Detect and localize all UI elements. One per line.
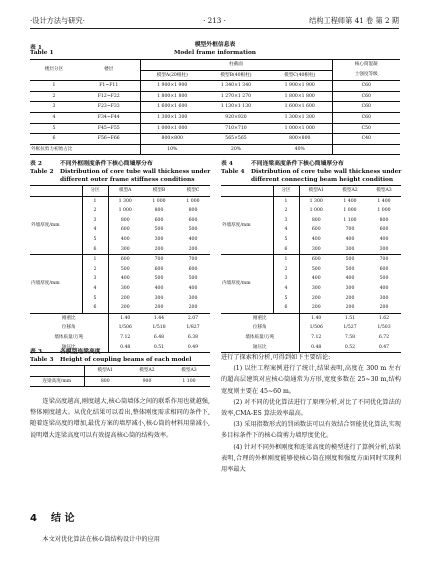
table-1-label: 表 1 <box>30 45 42 51</box>
table-3-label-en: Table 3 <box>30 357 54 363</box>
table-4-summary-row: 位移角 1/506 1/527 1/503 <box>221 323 401 333</box>
table-4-label: 表 4 <box>221 161 233 167</box>
section-title: 结 论 <box>50 513 75 524</box>
right-para-0: 进行了探索和分析,可得到如下主要结论: <box>221 354 331 361</box>
table-1-title: 模型外框信息表 <box>194 42 236 48</box>
table-4-label-en: Table 4 <box>221 169 245 175</box>
table-1-row: 5 F45~F55 1 000×1 000 710×710 1 000×1 000 C50 <box>30 123 400 134</box>
table-1-block <box>30 37 400 155</box>
table-2-outer-row: 3 800 600 600 <box>30 216 210 226</box>
table-4-inner-row: 4 300 300 400 <box>221 284 401 294</box>
table-4-inner-row: 内墙厚度/mm 1 600 500 700 <box>221 255 401 265</box>
table-2-inner-row: 5 200 300 300 <box>30 294 210 304</box>
table-2-inner-row: 2 500 600 600 <box>30 265 210 275</box>
table-4-outer-row: 3 800 1 100 800 <box>221 216 401 226</box>
inner-wall-label: 内墙厚度/mm <box>30 255 82 314</box>
table-4-title: 不同连梁高度条件下核心筒墙厚分布 <box>251 161 344 167</box>
table-4-outer-row: 5 400 400 400 <box>221 235 401 245</box>
table-3-label: 表 3 <box>30 349 42 355</box>
table-2-outer-row: 6 300 200 200 <box>30 245 210 255</box>
table-2-outer-row: 5 400 300 400 <box>30 235 210 245</box>
table-3-row: 连梁高度/mm 800 900 1 100 <box>30 376 210 387</box>
table-2-block <box>30 160 210 353</box>
right-para-2: (2) 对不同的优化算法进行了原理分析,对比了不同优化算法的效率,CMA-ES 算法效率最高。 <box>221 398 401 418</box>
table-1-label-en: Table 1 <box>30 50 54 56</box>
table-2 <box>30 185 210 353</box>
table-3-title-en: Height of coupling beams of each model <box>60 357 192 363</box>
table-4-outer-row: 6 300 300 300 <box>221 245 401 255</box>
table-4-summary-row: 轴压比 0.48 0.52 0.47 <box>221 343 401 353</box>
table-2-summary-row: 轴压比 0.48 0.51 0.49 <box>30 343 210 353</box>
table-2-inner-row: 4 300 400 400 <box>30 284 210 294</box>
table-1-row: 6 F56~F66 800×800 565×565 800×800 C40 <box>30 134 400 145</box>
table-4-header-row: 分区 模型A1 模型A2 模型A3 <box>221 186 401 197</box>
outer-wall-label: 外墙厚度/mm <box>30 196 82 255</box>
table-3-header-row: 模型A1 模型A2 模型A3 <box>30 366 210 377</box>
table-4-outer-row: 2 1 000 1 000 1 000 <box>221 206 401 216</box>
table-4-summary-row: 墙体质量/万吨 7.12 7.58 6.72 <box>221 333 401 343</box>
inner-wall-label: 内墙厚度/mm <box>221 255 273 314</box>
table-2-outer-row: 4 600 500 500 <box>30 225 210 235</box>
body-paragraph-left-2: 本文对优化算法在核心筒结构设计中的应用 <box>42 536 160 543</box>
table-2-header-row: 分区 模型A 模型B 模型C <box>30 186 210 197</box>
table-2-outer-row: 外墙厚度/mm 1 1 300 1 000 1 000 <box>30 196 210 206</box>
table-1: 楼层分区 楼层 柱截面 核心筒混凝 模型A(20根柱) 模型B(40根柱) 模型C(40根柱) 土强度等级 1 F1~F11 1 900×1 900 1 340×1 340 1 900×1 900 C60 2 F12~F22 1 800×1 800 1 270×1 270 1 800×1 800 C60 3 F23~F33 1 600×1 600 1 130×1 130 1 600×1 600 C60 4 F34~F44 1 300×1 300 920×920 1 300×1 300 C60 5 F45~F55 1 000×1 000 710×710 1 000×1 000 C50 6 F56~F66 800×800 565×565 800×800 C40 外框抗剪力初始占比 10% 20% 40% <box>30 59 400 155</box>
table-4-outer-row: 外墙厚度/mm 1 1 300 1 400 1 400 <box>221 196 401 206</box>
table-2-title-en-2: different outer frame stiffness conditions <box>60 177 195 183</box>
table-4-inner-row: 6 200 200 200 <box>221 303 401 313</box>
table-4-inner-row: 5 200 200 300 <box>221 294 401 304</box>
table-4-inner-row: 2 500 500 600 <box>221 265 401 275</box>
table-1-footer-row: 外框抗剪力初始占比 10% 20% 40% <box>30 144 400 155</box>
table-2-label-en: Table 2 <box>30 169 54 175</box>
table-4-title-en-2: different connecting beam height condition <box>251 177 394 183</box>
table-4 <box>221 185 401 353</box>
table-2-outer-row: 2 1 000 800 800 <box>30 206 210 216</box>
header-journal: 结构工程师第 41 卷 第 2 期 <box>309 16 399 25</box>
table-1-row: 1 F1~F11 1 900×1 900 1 340×1 340 1 900×1 900 C60 <box>30 81 400 92</box>
table-2-title-en-1: Distribution of core tube wall thickness under <box>60 169 211 175</box>
body-text-right <box>221 352 401 475</box>
table-4-outer-row: 4 600 700 600 <box>221 225 401 235</box>
table-1-row: 2 F12~F22 1 800×1 800 1 270×1 270 1 800×1 800 C60 <box>30 91 400 102</box>
right-para-3: (3) 采用指数形式的罚函数法可以有效结合智能优化算法,实现多目标条件下的核心筒剪力墙厚度优化。 <box>221 421 401 440</box>
table-1-row: 3 F23~F33 1 600×1 600 1 130×1 130 1 600×1 600 C60 <box>30 102 400 113</box>
table-2-inner-row: 6 200 200 200 <box>30 303 210 313</box>
table-4-summary-row: 刚重比 1.40 1.51 1.62 <box>221 313 401 323</box>
table-4-title-en-1: Distribution of core tube wall thickness under <box>251 169 402 175</box>
table-2-summary-row: 位移角 1/506 1/518 1/827 <box>30 323 210 333</box>
section-heading <box>30 512 74 526</box>
table-3-block <box>30 348 210 387</box>
table-1-header-row: 楼层分区 楼层 柱截面 核心筒混凝 <box>30 60 400 71</box>
right-para-4: (4) 针对不同外框刚度和连梁高度的模型进行了算例分析,结果表明,合理的外框刚度能够使核心筒在刚度和强度方面同时实现利用率最大 <box>221 443 401 474</box>
header-section: ·设计方法与研究· <box>30 16 85 25</box>
table-4-inner-row: 3 400 400 500 <box>221 274 401 284</box>
table-1-title-en: Model frame information <box>173 50 257 56</box>
table-2-inner-row: 内墙厚度/mm 1 600 700 700 <box>30 255 210 265</box>
table-2-inner-row: 3 400 500 500 <box>30 274 210 284</box>
right-para-1: (1) 以往工程案例进行了统计,结果表明,高度在 300 m 左右的超高层建筑对应核心筒通常为方形,宽度多数在 25~30 m,结构宽度则主要在 45~60 m。 <box>221 365 401 395</box>
table-3-title: 各模型连梁高度 <box>60 349 101 355</box>
table-4-block <box>221 160 401 353</box>
table-2-title: 不同外框刚度条件下核心筒墙厚分布 <box>60 161 153 167</box>
table-2-summary-row: 墙体质量/万吨 7.12 6.48 6.38 <box>30 333 210 343</box>
table-2-summary-row: 刚重比 1.40 1.44 2.07 <box>30 313 210 323</box>
table-3 <box>30 365 210 387</box>
header-page-number: · 213 · <box>203 16 226 25</box>
section-number: 4 <box>30 513 37 524</box>
table-1-row: 4 F34~F44 1 300×1 300 920×920 1 300×1 300 C60 <box>30 112 400 123</box>
body-paragraph-left: 连梁高度越高,刚度越大,核心筒墙体之间的联系作用也就越强,整体刚度越大。从优化结果可以看出,整体刚度需求相同的条件下,随着连梁高度的增加,最优方案的墙厚减小,核心筒的材料用量减小,说明增大连梁高度可以有效提高核心筒的结构效率。 <box>30 398 210 439</box>
table-2-label: 表 2 <box>30 161 42 167</box>
running-header <box>30 14 399 29</box>
outer-wall-label: 外墙厚度/mm <box>221 196 273 255</box>
